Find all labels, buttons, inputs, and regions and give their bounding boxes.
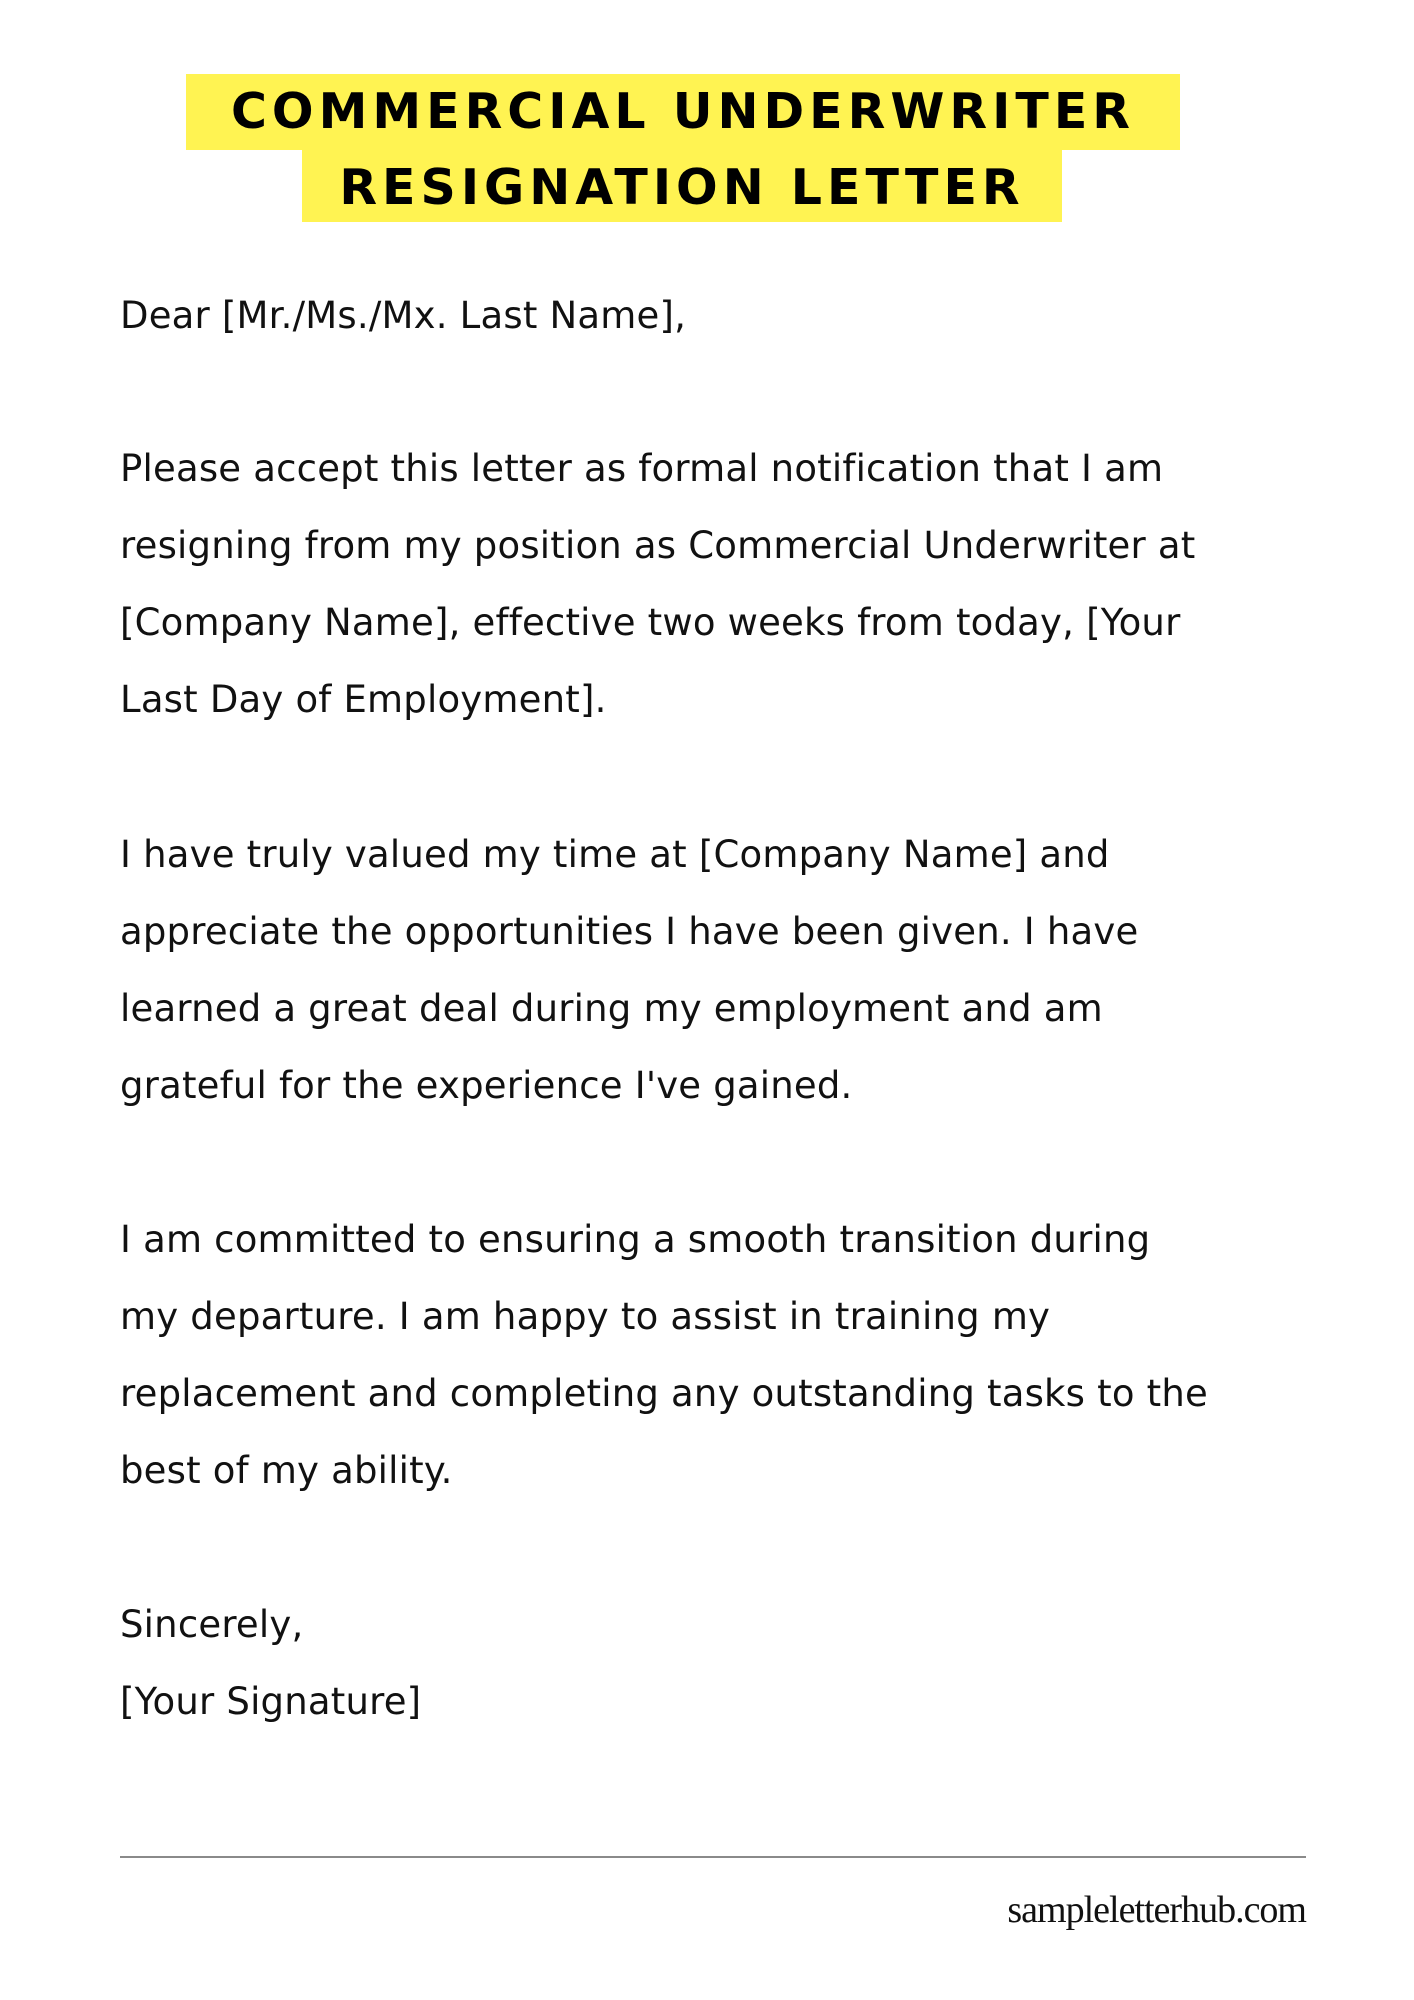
title-text-2: RESIGNATION LETTER (302, 150, 1062, 222)
title-line-1 (186, 74, 1180, 150)
paragraph-line: Last Day of Employment]. (120, 678, 607, 721)
paragraph-line: grateful for the experience I've gained. (120, 1064, 853, 1107)
paragraph-line: my departure. I am happy to assist in training my (120, 1295, 1051, 1338)
closing: Sincerely, (120, 1603, 304, 1646)
paragraph-line: resigning from my position as Commercial Underwriter at (120, 524, 1196, 567)
paragraph-1 (120, 430, 1195, 738)
title-line-2 (302, 150, 1062, 222)
paragraph-line: appreciate the opportunities I have been given. I have (120, 910, 1139, 953)
paragraph-line: learned a great deal during my employment and am (120, 987, 1103, 1030)
signature: [Your Signature] (120, 1680, 422, 1723)
title-text-1: COMMERCIAL UNDERWRITER (186, 74, 1180, 150)
footer-divider (120, 1856, 1306, 1858)
paragraph-line: I have truly valued my time at [Company Name] and (120, 833, 1110, 876)
paragraph-3 (120, 1201, 1208, 1509)
paragraph-2 (120, 816, 1138, 1124)
paragraph-line: I am committed to ensuring a smooth transition during (120, 1218, 1151, 1261)
paragraph-line: [Company Name], effective two weeks from today, [Your (120, 601, 1181, 644)
site-watermark: sampleletterhub.com (1007, 1889, 1306, 1931)
paragraph-line: Please accept this letter as formal notification that I am (120, 447, 1164, 490)
salutation: Dear [Mr./Ms./Mx. Last Name], (120, 294, 687, 337)
paragraph-line: best of my ability. (120, 1449, 453, 1492)
paragraph-line: replacement and completing any outstanding tasks to the (120, 1372, 1208, 1415)
